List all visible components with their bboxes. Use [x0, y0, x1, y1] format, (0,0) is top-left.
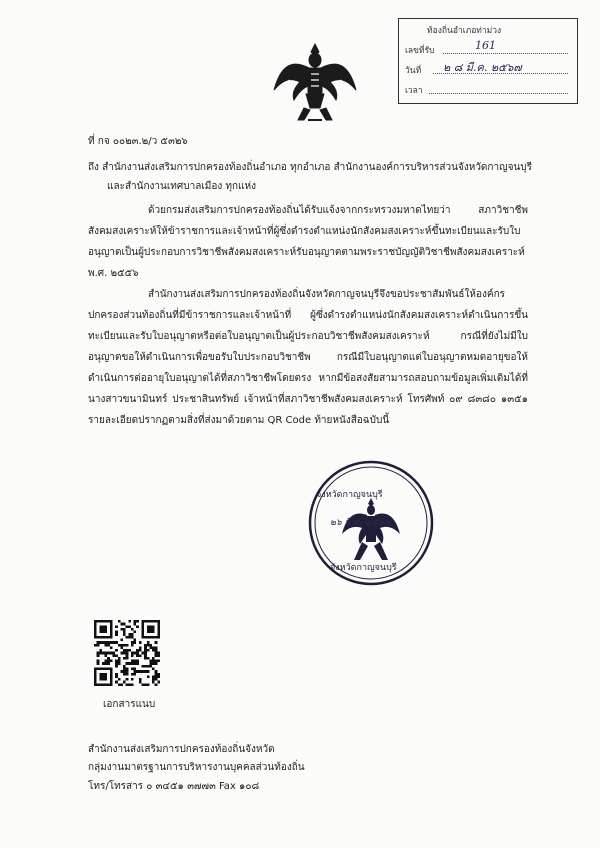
seal-bottom-text: จังหวัดกาญจนบุรี: [330, 563, 397, 573]
footer-office: สำนักงานส่งเสริมการปกครองท้องถิ่นจังหวัด: [88, 744, 275, 755]
addressee-line-2: และสำนักงานเทศบาลเมือง ทุกแห่ง: [107, 181, 256, 192]
date-value: ๒ ๘ มี.ค. ๒๕๖๗: [443, 61, 522, 74]
receipt-office: ท้องถิ่นอำเภอท่าม่วง: [427, 26, 502, 36]
seal-top-text: จังหวัดกาญจนบุรี: [316, 490, 383, 500]
received-no-label: เลขที่รับ: [405, 46, 435, 56]
attachment-label: เอกสารแนบ: [103, 699, 156, 710]
time-label: เวลา: [405, 86, 423, 96]
body-paragraph-2: สำนักงานส่งเสริมการปกครองท้องถิ่นจังหวัดกาญจนบุรีจึงขอประชาสัมพันธ์ให้องค์กรปกครองส่วนท้องถิ่นที่มีข้าราชการและเจ้าหน้าที่ ผู้ซึ่งดำรงตำแหน่งนักสังคมสงเคราะห์ดำเนินการขึ้นทะเบียนและรับใบอนุญาตหรือต่อใบอนุญาตเป็นผู้ประกอบวิชาชีพสังคมสงเคราะห์ กรณีที่ยังไม่มีใบอนุญาตขอให้ดำเนินการเพื่อขอรับใบประกอบวิชาชีพ กรณีมีใบอนุญาตแต่ใบอนุญาตหมดอายุขอให้ดำเนินการต่ออายุใบอนุญาตได้ที่สภาวิชาชีพโดยตรง หากมีข้อสงสัยสามารถสอบถามข้อมูลเพิ่มเติมได้ที่ นางสาวขนามินทร์ ประชาสินทรัพย์ เจ้าหน้าที่สภาวิชาชีพสังคมสงเคราะห์ โทรศัพท์ ๐๙ ๘๓๘๐ ๑๓๕๑ รายละเอียดปรากฏตามสิ่งที่ส่งมาด้วยตาม QR Code ท้ายหนังสือฉบับนี้: [88, 289, 528, 426]
date-label: วันที่: [405, 66, 422, 76]
qr-code: [94, 620, 160, 686]
footer-contact: โทร/โทรสาร ๐ ๓๔๕๑ ๓๗๗๓ Fax ๑๐๘: [88, 781, 260, 792]
garuda-emblem: [270, 38, 360, 126]
footer-group: กลุ่มงานมาตรฐานการบริหารงานบุคคลส่วนท้องถิ่น: [88, 762, 305, 773]
reference-number: ที่ กจ ๐๐๒๓.๒/ว ๕๓๒๖: [88, 136, 188, 147]
addressee-line-1: ถึง สำนักงานส่งเสริมการปกครองท้องถิ่นอำเภอ ทุกอำเภอ สำนักงานองค์การบริหารส่วนจังหวัดกาญจนบุรี: [88, 162, 533, 173]
receipt-stamp: [398, 18, 578, 104]
seal-date-text: ๒๖ มี.ค. ๒๕๖๗: [330, 518, 391, 528]
body-paragraph-1: ด้วยกรมส่งเสริมการปกครองท้องถิ่นได้รับแจ้งจากกระทรวงมหาดไทยว่า สภาวิชาชีพสังคมสงเคราะห์ให้ข้าราชการและเจ้าหน้าที่ผู้ซึ่งดำรงตำแหน่งนักสังคมสงเคราะห์ขึ้นทะเบียนและรับใบอนุญาตเป็นผู้ประกอบการวิชาชีพสังคมสงเคราะห์รับอนุญาตตามพระราชบัญญัติวิชาชีพสังคมสงเคราะห์ พ.ศ. ๒๕๕๖: [88, 205, 528, 279]
received-no-value: 161: [475, 39, 496, 52]
